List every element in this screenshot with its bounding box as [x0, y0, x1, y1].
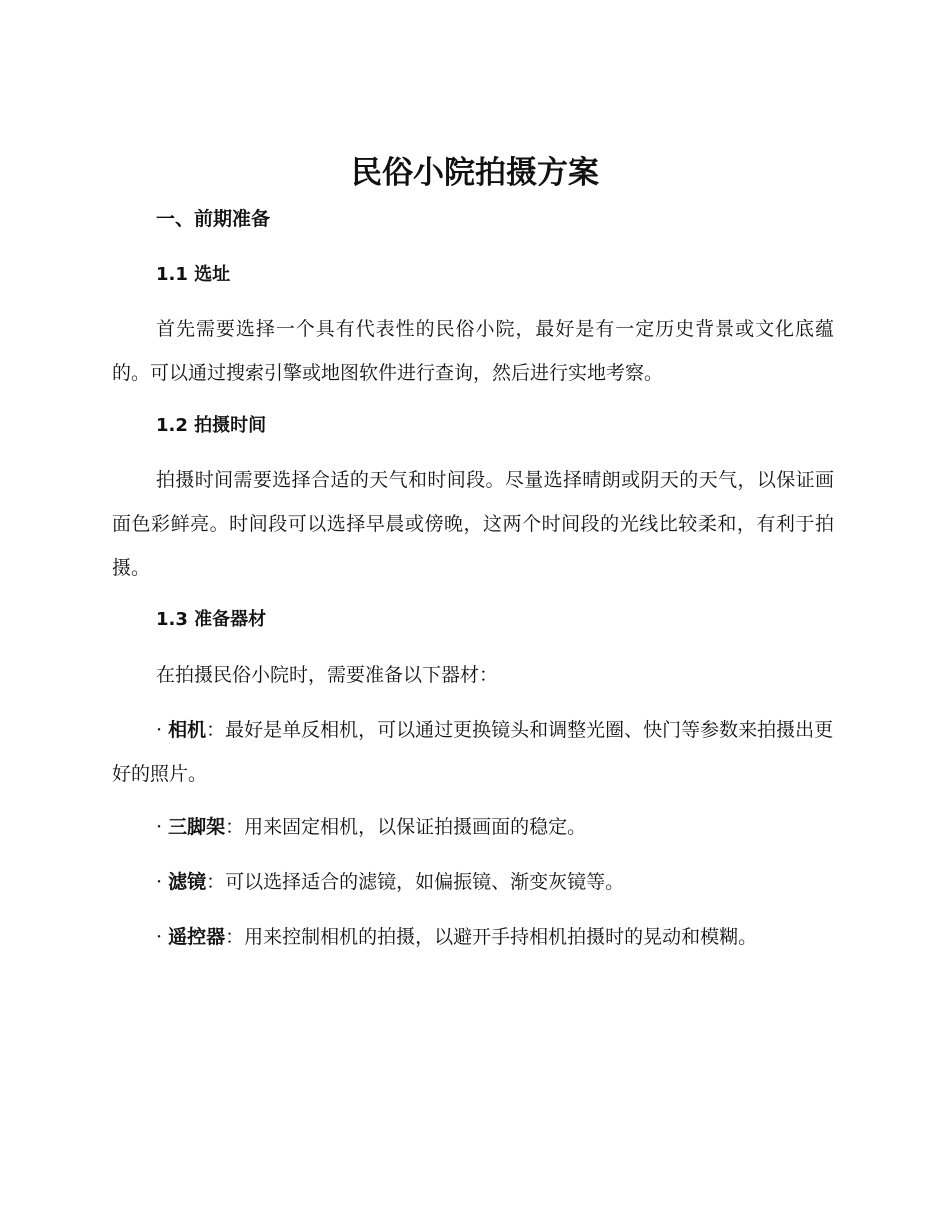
list-item-description: ：用来固定相机，以保证拍摄画面的稳定。 [225, 816, 587, 838]
bullet-marker: · [156, 719, 169, 741]
list-item-term: 遥控器 [168, 926, 226, 948]
bullet-marker: · [156, 816, 169, 838]
list-item-tripod [112, 805, 834, 849]
list-item-remote [112, 915, 834, 959]
section-heading-preparation: 一、前期准备 [156, 208, 271, 230]
list-item-camera [112, 708, 834, 796]
bullet-marker: · [156, 871, 169, 893]
list-item-filter [112, 860, 834, 904]
subsection-heading-equipment: 1.3 准备器材 [156, 609, 267, 630]
list-item-term: 相机 [168, 719, 207, 741]
subsection-heading-location: 1.1 选址 [156, 264, 231, 285]
list-item-term: 三脚架 [168, 816, 226, 838]
paragraph-shooting-time: 拍摄时间需要选择合适的天气和时间段。尽量选择晴朗或阴天的天气，以保证画面色彩鲜亮。时间段可以选择早晨或傍晚，这两个时间段的光线比较柔和，有利于拍摄。 [112, 469, 834, 579]
subsection-heading-shooting-time: 1.2 拍摄时间 [156, 415, 267, 436]
paragraph-location: 首先需要选择一个具有代表性的民俗小院，最好是有一定历史背景或文化底蕴的。可以通过搜索引擎或地图软件进行查询，然后进行实地考察。 [112, 318, 834, 384]
bullet-marker: · [156, 926, 169, 948]
list-item-term: 滤镜 [168, 871, 207, 893]
document-title: 民俗小院拍摄方案 [351, 155, 599, 191]
list-item-description: ：用来控制相机的拍摄，以避开手持相机拍摄时的晃动和模糊。 [225, 926, 758, 948]
paragraph-equipment-intro: 在拍摄民俗小院时，需要准备以下器材： [156, 664, 499, 686]
list-item-description: ：可以选择适合的滤镜，如偏振镜、渐变灰镜等。 [206, 871, 625, 893]
list-item-description: ：最好是单反相机，可以通过更换镜头和调整光圈、快门等参数来拍摄出更好的照片。 [112, 719, 834, 785]
